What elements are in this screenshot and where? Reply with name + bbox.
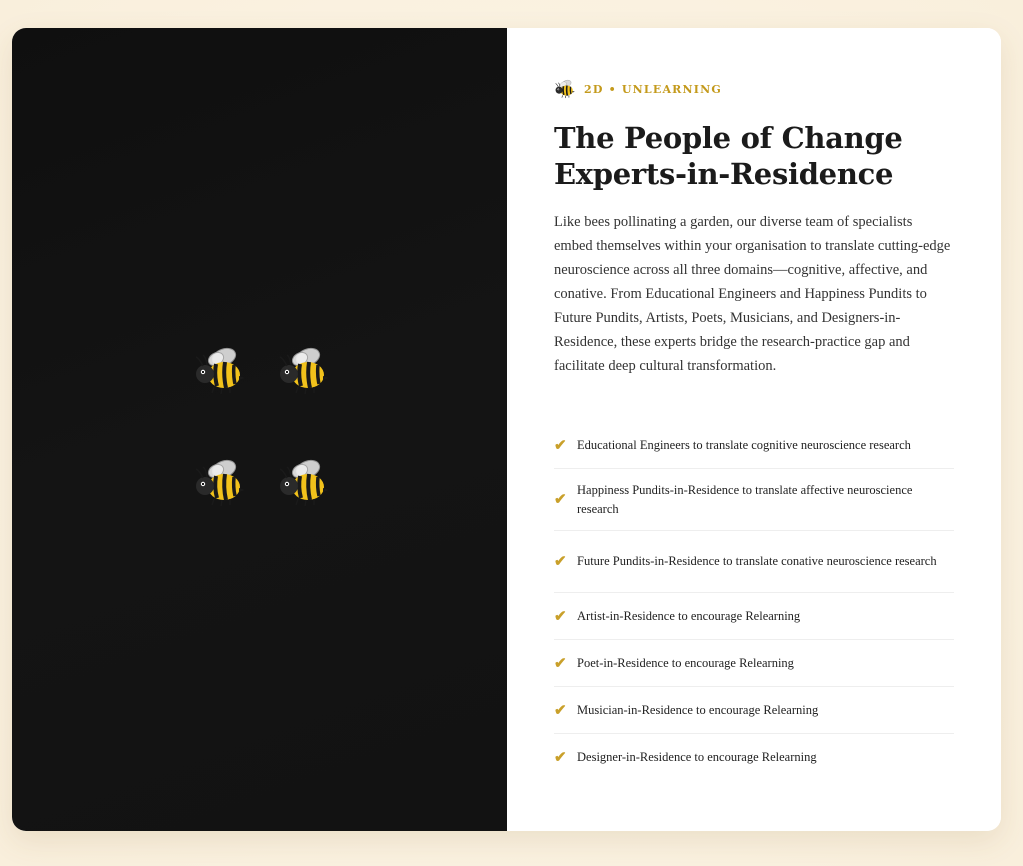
feature-text: Poet-in-Residence to encourage Relearning — [577, 655, 794, 670]
checkmark-icon: ✔ — [554, 653, 567, 672]
feature-text: Musician-in-Residence to encourage Relearning — [577, 702, 819, 717]
description-paragraph: Like bees pollinating a garden, our diverse team of specialists embed themselves within your organisation to translate cutting-edge neuroscience across all three domains—cognitive, affective, and conative. From Educational Engineers and Happiness Pundits to Future Pundits, Artists, Poets, Musicians, and Designers-in-Residence, these experts bridge the research-practice gap and facilitate deep cultural transformation. — [554, 214, 951, 374]
bee-icon — [554, 78, 576, 100]
list-item — [554, 593, 954, 640]
checkmark-icon: ✔ — [554, 435, 567, 454]
feature-text: Happiness Pundits-in-Residence to translate affective neuroscience research — [577, 482, 913, 516]
checkmark-icon: ✔ — [554, 606, 567, 625]
list-item — [554, 687, 954, 734]
list-item — [554, 734, 954, 781]
bee-icon — [192, 455, 248, 511]
checkmark-icon: ✔ — [554, 552, 567, 570]
page-title — [554, 120, 954, 192]
bee-icon — [276, 343, 332, 399]
feature-text: Artist-in-Residence to encourage Relearning — [577, 608, 801, 623]
list-item — [554, 640, 954, 687]
bee-icon — [276, 455, 332, 511]
list-item — [554, 469, 954, 531]
content-panel — [507, 28, 1001, 831]
title-line-1: The People of Change — [554, 121, 903, 155]
checkmark-icon: ✔ — [554, 490, 567, 508]
features-list — [554, 422, 954, 781]
list-item — [554, 531, 954, 593]
checkmark-icon: ✔ — [554, 700, 567, 719]
title-line-2: Experts-in-Residence — [554, 157, 894, 191]
feature-text: Educational Engineers to translate cognitive neuroscience research — [577, 437, 911, 452]
content-column — [554, 78, 954, 797]
experts-card — [12, 28, 1001, 831]
bee-icon — [192, 343, 248, 399]
bee-illustration — [192, 343, 352, 513]
feature-text: Designer-in-Residence to encourage Relearning — [577, 750, 817, 764]
feature-text: Future Pundits-in-Residence to translate conative neuroscience research — [577, 554, 937, 568]
hero-image-panel — [12, 28, 507, 831]
checkmark-icon: ✔ — [554, 748, 567, 766]
eyebrow-label: 2D • UNLEARNING — [584, 82, 722, 96]
section-eyebrow — [554, 78, 954, 100]
list-item — [554, 422, 954, 469]
